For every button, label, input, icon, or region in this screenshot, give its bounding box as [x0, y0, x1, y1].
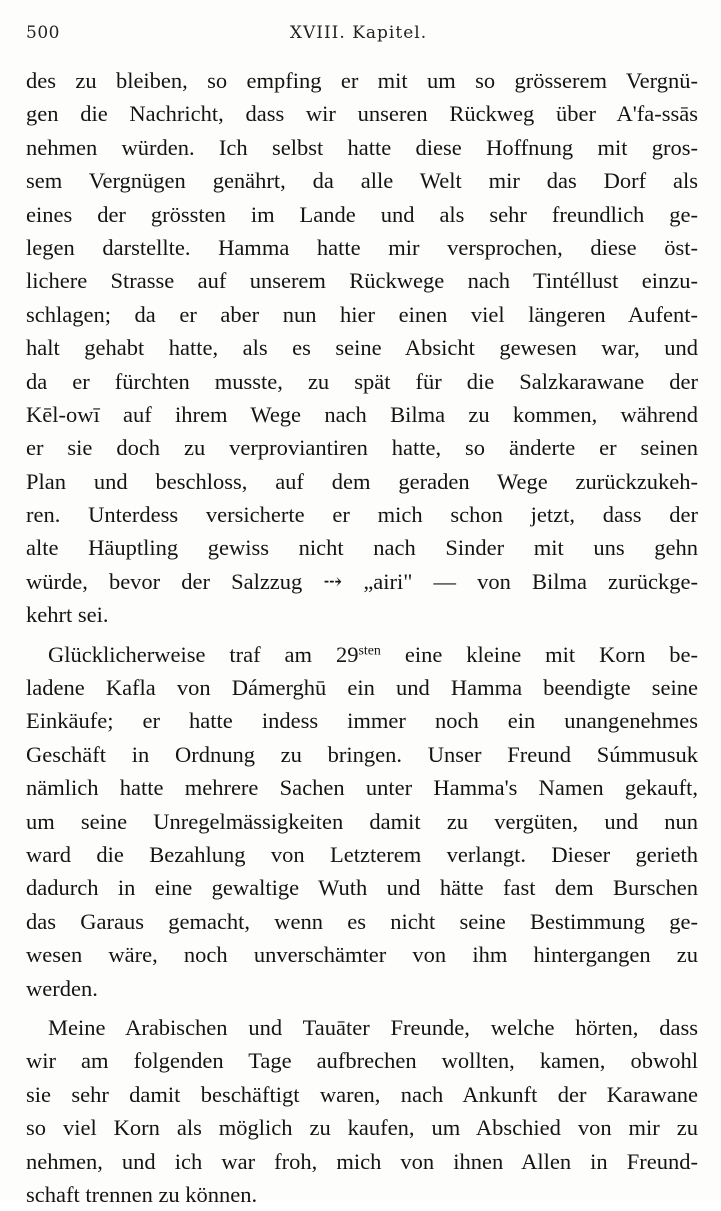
text-line: das Garaus gemacht, wenn es nicht seine Bestimmung ge- — [26, 908, 698, 934]
paragraph-2 — [26, 638, 698, 1005]
text-line: sem Vergnügen genährt, da alle Welt mir das Dorf als — [26, 168, 698, 194]
text-line: nämlich hatte mehrere Sachen unter Hamma's Namen gekauft, — [26, 775, 698, 801]
text-line: nehmen, und ich war froh, mich von ihnen Allen in Freund- — [26, 1148, 698, 1174]
text-line: Einkäufe; er hatte indess immer noch ein unangenehmes — [26, 708, 698, 734]
text-line: alte Häuptling gewiss nicht nach Sinder mit uns gehn — [26, 535, 698, 561]
text-line: nehmen würden. Ich selbst hatte diese Hoffnung mit gros- — [26, 134, 698, 160]
text-line-first — [26, 638, 698, 671]
text-line: kehrt sei. — [26, 602, 109, 628]
text-line: ladene Kafla von Dámerghū ein und Hamma beendigte seine — [26, 675, 698, 701]
text-line: legen darstellte. Hamma hatte mir versprochen, diese öst- — [26, 234, 698, 260]
text-line: würde, bevor der Salzzug ⤏ „airi" — von Bilma zurückge- — [26, 568, 698, 594]
body-text — [26, 64, 698, 1211]
text-line: gen die Nachricht, dass wir unseren Rückweg über A'fa-ssās — [26, 101, 698, 127]
text-line: halt gehabt hatte, als es seine Absicht gewesen war, und — [26, 335, 698, 361]
text-line: wesen wäre, noch unverschämter von ihm hintergangen zu — [26, 942, 698, 968]
text-line: werden. — [26, 975, 98, 1001]
text-line: ren. Unterdess versicherte er mich schon jetzt, dass der — [26, 502, 698, 528]
text-line: Meine Arabischen und Tauāter Freunde, welche hörten, dass — [48, 1014, 698, 1040]
text-line: eines der grössten im Lande und als sehr freundlich ge- — [26, 201, 698, 227]
text-line: dadurch in eine gewaltige Wuth und hätte fast dem Burschen — [26, 875, 698, 901]
text-line: Geschäft in Ordnung zu bringen. Unser Freund Súmmusuk — [26, 741, 698, 767]
text-line: Plan und beschloss, auf dem geraden Wege zurückzukeh- — [26, 468, 698, 494]
paragraph-3 — [26, 1011, 698, 1211]
text-line: des zu bleiben, so empfing er mit um so grösserem Vergnü- — [26, 68, 698, 93]
text-line: sie sehr damit beschäftigt waren, nach Ankunft der Karawane — [26, 1081, 698, 1107]
text-line: ward die Bezahlung von Letzterem verlangt. Dieser gerieth — [26, 841, 698, 867]
ordinal-superscript: sten — [358, 642, 381, 658]
running-head: XVIII. Kapitel. — [289, 23, 428, 43]
text-line: schlagen; da er aber nun hier einen viel längeren Aufent- — [26, 301, 698, 327]
text-line: da er fürchten musste, zu spät für die Salzkarawane der — [26, 368, 698, 394]
text-line-rest: eine kleine mit Korn be- — [380, 641, 698, 667]
text-line: lichere Strasse auf unserem Rückwege nach Tintéllust einzu- — [26, 268, 698, 294]
text-line: er sie doch zu verproviantiren hatte, so änderte er seinen — [26, 435, 698, 461]
text-line: Kēl-owī auf ihrem Wege nach Bilma zu kommen, während — [26, 401, 698, 427]
text-line: wir am folgenden Tage aufbrechen wollten, kamen, obwohl — [26, 1048, 698, 1074]
text-line: schaft trennen zu können. — [26, 1181, 258, 1207]
page-number: 500 — [26, 23, 60, 43]
text-line-start: Glücklicherweise traf am 29 — [48, 641, 359, 667]
paragraph-1 — [26, 64, 698, 632]
text-line: um seine Unregelmässigkeiten damit zu vergüten, und nun — [26, 808, 698, 834]
text-line: so viel Korn als möglich zu kaufen, um Abschied von mir zu — [26, 1115, 698, 1141]
page-header — [26, 20, 691, 46]
